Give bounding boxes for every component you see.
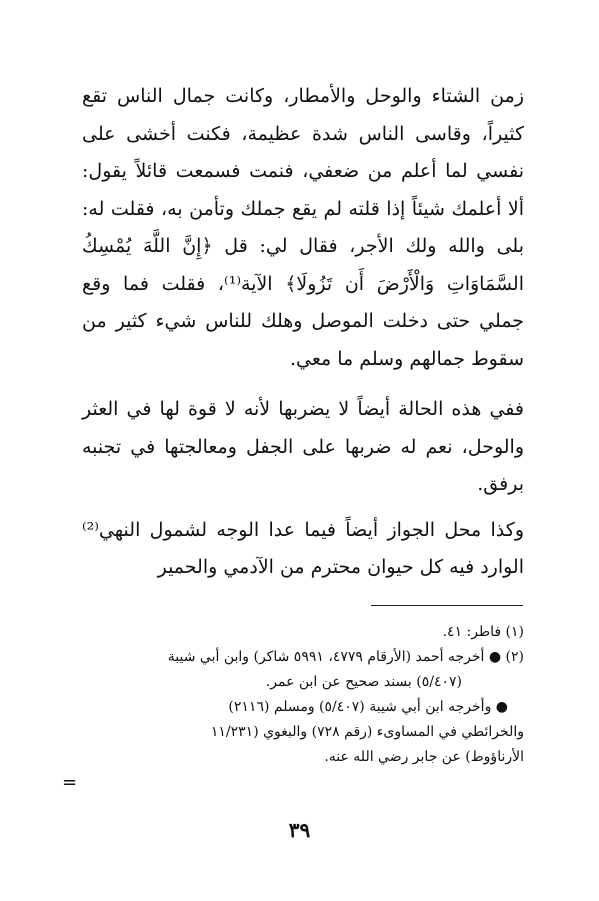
footnote-1: (١) فاطر: ٤١. [442, 624, 524, 640]
paragraph-3: وكذا محل الجواز أيضاً فيما عدا الوجه لشمول النهي⁽²⁾ الوارد فيه كل حيوان محترم من الآدمي والحمير [82, 518, 524, 578]
continuation-mark: = [62, 772, 78, 793]
paragraph-1: زمن الشتاء والوحل والأمطار، وكانت جمال الناس تقع كثيراً، وقاسى الناس شدة عظيمة، فكنت أخشى على نفسي لما أعلم من ضعفي، فنمت فسمعت قائلاً يقول: ألا أعلمك شيئاً إذا قلته لم يقع جملك وتأمن به، فقلت له: بلى والله ولك الأجر، فقال لي: قل ﴿إِنَّ اللَّهَ يُمْسِكُ السَّمَاوَاتِ وَالْأَرْضَ أَن تَزُولَا﴾ الآية⁽¹⁾، فقلت فما وقع جملي حتى دخلت الموصل وهلك للناس شيء كثير من سقوط جمالهم وسلم ما معي. [82, 85, 524, 370]
footnote-2-line-4: والخرائطي في المساوىء (رقم ٧٢٨) والبغوي (١١/٢٣١ [210, 724, 524, 740]
paragraph-2: ففي هذه الحالة أيضاً لا يضربها لأنه لا قوة لها في العثر والوحل، نعم له ضربها على الجفل ومعالجتها في تجنبه برفق. [82, 398, 524, 495]
main-text [82, 78, 524, 587]
footnote-2-line-5: الأرناؤوط) عن جابر رضي الله عنه. [324, 749, 524, 765]
footnote-2-line-2: (٥/٤٠٧) بسند صحيح عن ابن عمر. [265, 674, 462, 690]
footnotes [82, 620, 524, 770]
footnote-2-line-3: ● وأخرجه ابن أبي شيبة (٥/٤٠٧) ومسلم (٢١١٦) [228, 699, 508, 715]
page-number: ٣٩ [288, 818, 311, 842]
footnote-2-line-1: (٢) ● أخرجه أحمد (الأرقام ٤٧٧٩، ٥٩٩١ شاكر) وابن أبي شيبة [167, 649, 524, 665]
footnote-separator [371, 605, 523, 606]
